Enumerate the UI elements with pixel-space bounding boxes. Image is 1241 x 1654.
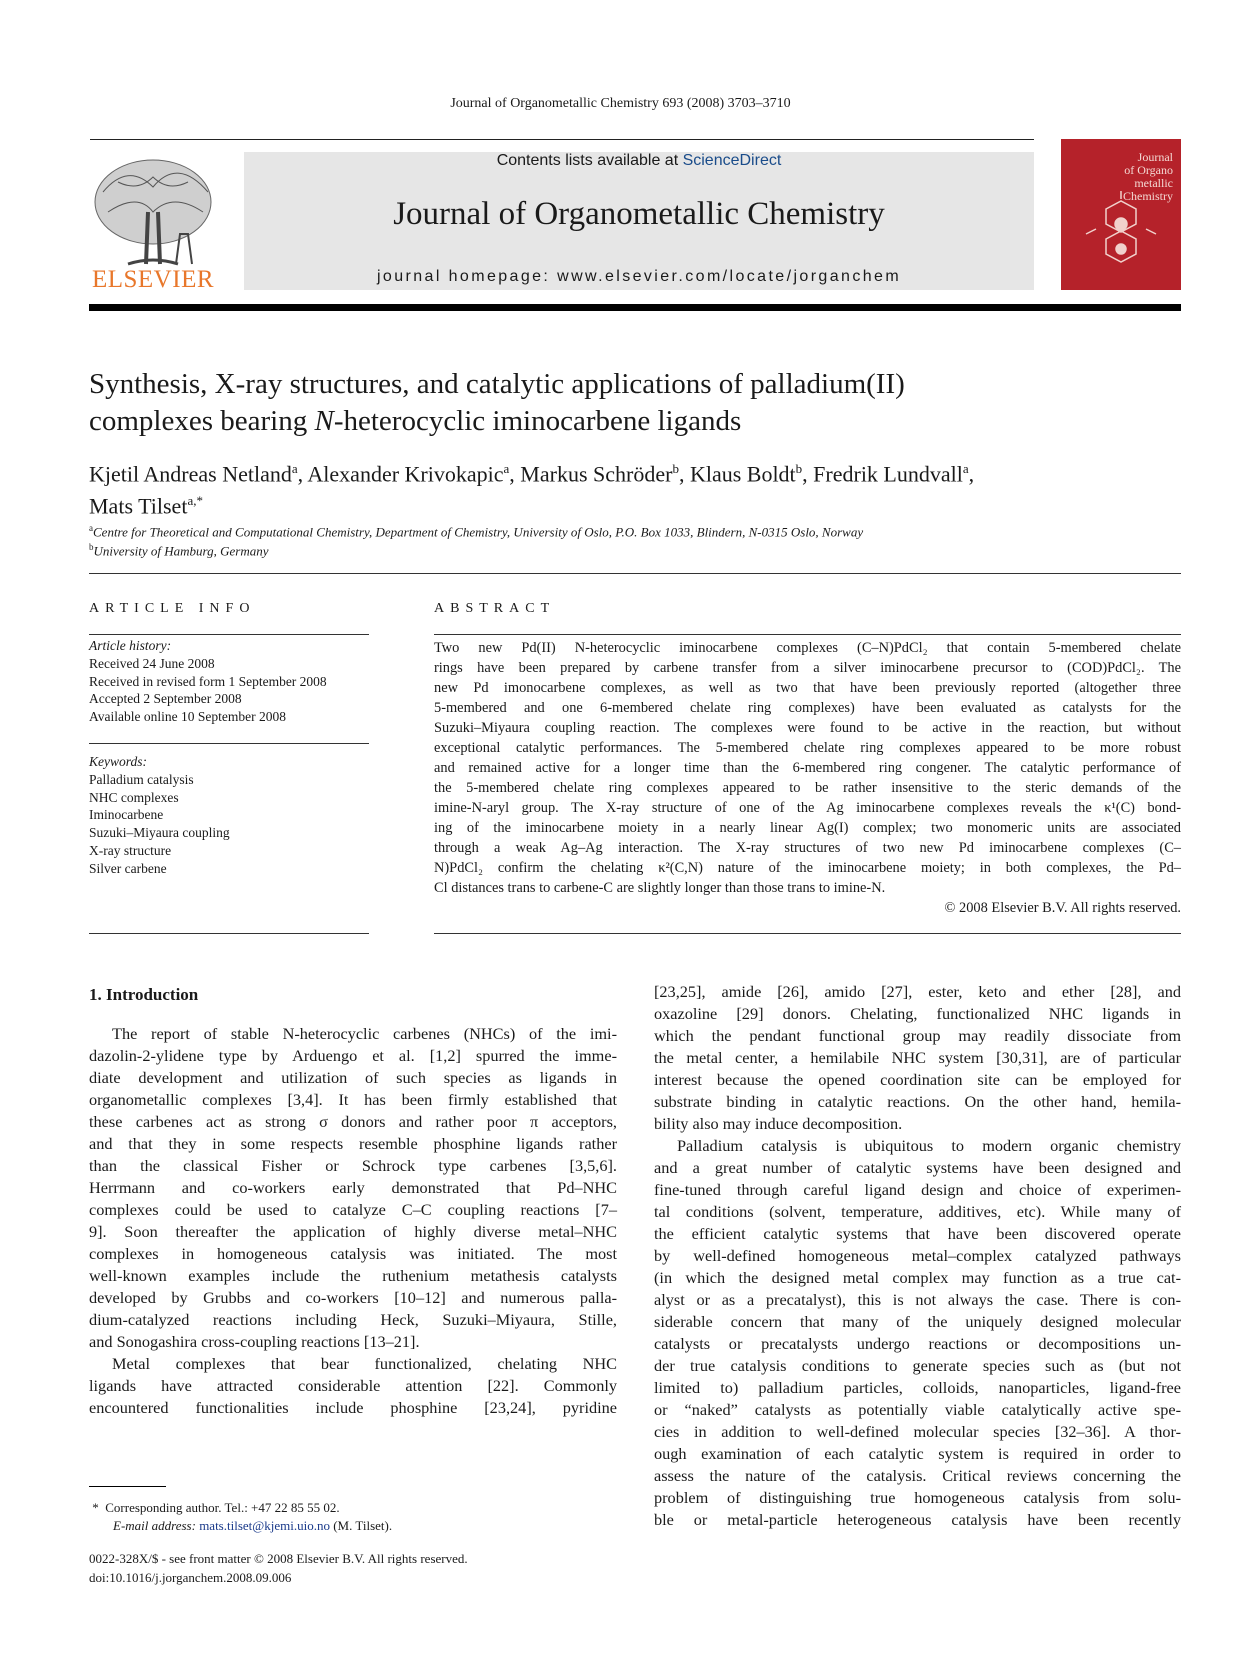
affiliation-a: $^a$Centre for Theoretical and Computational Chemistry, Department of Chemistry, University of Oslo, P.O. Box 1033, Blindern, N-0315 Oslo, Norway: [89, 523, 864, 540]
keyword: Palladium catalysis: [89, 771, 194, 787]
body-line: developed by Grubbs and co-workers [10–12] and numerous palla-: [89, 1288, 617, 1307]
body-line: [23,25], amide [26], amido [27], ester, keto and ether [28], and: [654, 982, 1181, 1001]
email-link[interactable]: mats.tilset@kjemi.uio.no: [199, 1518, 330, 1533]
abstract-line: and remained active for a longer time than the 6-membered ring congener. The catalytic performance of: [434, 760, 1181, 776]
abstract-line: Suzuki–Miyaura coupling reaction. The complexes were found to be active in the reaction, but without: [434, 720, 1181, 736]
keyword: X-ray structure: [89, 842, 172, 858]
body-line: by well-defined homogeneous metal–complex catalyzed pathways: [654, 1246, 1181, 1265]
body-line: catalysts or precatalysts undergo reactions or decompositions un-: [654, 1334, 1181, 1353]
abstract-line: exceptional catalytic performances. The 5-membered chelate ring complexes appeared to be more robust: [434, 740, 1181, 756]
body-line: and Sonogashira cross-coupling reactions [13–21].: [89, 1332, 420, 1351]
journal-title: Journal of Organometallic Chemistry: [393, 196, 885, 232]
author-list: Kjetil Andreas Netland$^a$, Alexander Krivokapic$^a$, Markus Schröder$^b$, Klaus Boldt$^b$, Fredrik Lundvall$^a$, Mats Tilset$^{a,*}$: [89, 461, 975, 519]
doi-line[interactable]: doi:10.1016/j.jorganchem.2008.09.006: [89, 1570, 292, 1585]
body-right-column: [654, 981, 1181, 1531]
body-line: complexes could be used to catalyze C–C coupling reactions [7–: [89, 1200, 617, 1219]
body-line: The report of stable N-heterocyclic carbenes (NHCs) of the imi-: [112, 1024, 617, 1043]
body-line: der true catalysis conditions to generate species such as (but not: [654, 1356, 1181, 1375]
body-line: these carbenes act as strong σ donors and rather poor π acceptors,: [89, 1112, 617, 1131]
body-left-column: [89, 1023, 617, 1419]
body-line: ough examination of each catalytic system is required in order to: [654, 1444, 1181, 1463]
author-name: Markus Schröder: [520, 461, 673, 487]
abstract-line: through a weak Ag–Ag interaction. The X-ray structures of two new Pd iminocarbene complexes (C–: [434, 840, 1181, 856]
author-name: Klaus Boldt: [689, 461, 796, 487]
body-line: ligands have attracted considerable attention [22]. Commonly: [89, 1376, 617, 1395]
abstract-label: ABSTRACT: [434, 601, 556, 616]
body-line: Metal complexes that bear functionalized, chelating NHC: [112, 1354, 617, 1373]
issn-line: 0022-328X/$ - see front matter © 2008 Elsevier B.V. All rights reserved.: [89, 1551, 468, 1566]
body-line: encountered functionalities include phosphine [23,24], pyridine: [89, 1398, 617, 1417]
keywords: [89, 753, 369, 878]
body-line: which the pendant functional group may readily dissociate from: [654, 1026, 1181, 1045]
body-line: limited to) palladium particles, colloids, nanoparticles, ligand-free: [654, 1378, 1181, 1397]
body-line: dium-catalyzed reactions including Heck, Suzuki–Miyaura, Stille,: [89, 1310, 617, 1329]
email-suffix: (M. Tilset).: [329, 1518, 393, 1533]
body-line: the efficient catalytic systems that have been discovered operate: [654, 1224, 1181, 1243]
abstract-line: new Pd imonocarbene complexes, as well as two that have been previously reported (altogether three: [434, 680, 1181, 696]
abstract-text: [434, 638, 1181, 918]
body-line: Palladium catalysis is ubiquitous to modern organic chemistry: [677, 1136, 1181, 1155]
info-bottom-rule: [89, 933, 369, 934]
article-info-label: ARTICLE INFO: [89, 601, 256, 616]
sciencedirect-link[interactable]: ScienceDirect: [682, 152, 782, 169]
abstract-line: Cl distances trans to carbene-C are slightly longer than those trans to imine-N.: [434, 880, 886, 896]
abstract-line: imine-N-aryl group. The X-ray structure of one of the Ag iminocarbene complexes reveals the κ¹(C) bond-: [434, 800, 1181, 816]
footnote-rule: [89, 1486, 166, 1487]
abstract-rule: [434, 634, 1181, 635]
section-heading: 1. Introduction: [89, 985, 199, 1004]
keywords-rule: [89, 743, 369, 744]
abstract-bottom-rule: [434, 933, 1181, 934]
contents-line: [244, 152, 1034, 170]
author-name: Mats Tilset: [89, 493, 188, 519]
author-name: Kjetil Andreas Netland: [89, 461, 292, 487]
body-line: interest because the opened coordination site can be employed for: [654, 1070, 1181, 1089]
body-line: and that they in some respects resemble phosphine ligands rather: [89, 1134, 617, 1153]
body-line: cies in addition to well-defined molecular species [32–36]. A thor-: [654, 1422, 1181, 1441]
abstract-line: 5-membered and one 6-membered chelate ring complexes) have been evaluated as catalysts for the: [434, 700, 1181, 716]
history-item: Available online 10 September 2008: [89, 709, 286, 725]
body-line: bility also may induce decomposition.: [654, 1114, 903, 1133]
body-line: tal conditions (solvent, temperature, additives, etc). While many of: [654, 1202, 1181, 1221]
journal-citation: Journal of Organometallic Chemistry 693 (2008) 3703–3710: [450, 96, 791, 111]
body-line: organometallic complexes [3,4]. It has been firmly established that: [89, 1090, 617, 1109]
body-line: ble or metal-particle heterogeneous catalysis have been recently: [654, 1510, 1181, 1529]
history-item: Received 24 June 2008: [89, 655, 215, 671]
abstract-line: ing of the iminocarbene moiety in a nearly linear Ag(I) complex; two monomeric units are associated: [434, 820, 1181, 836]
affiliation-b: $^b$University of Hamburg, Germany: [89, 542, 269, 559]
body-line: oxazoline [29] donors. Chelating, functionalized NHC ligands in: [654, 1004, 1181, 1023]
footnote: [89, 1499, 392, 1535]
publisher-logo-text: ELSEVIER: [91, 266, 215, 293]
author-name: Fredrik Lundvall: [813, 461, 963, 487]
cover-line: metallic: [1134, 176, 1173, 190]
info-rule: [89, 634, 369, 635]
body-line: dazolin-2-ylidene type by Arduengo et al. [1,2] spurred the imme-: [89, 1046, 617, 1065]
body-line: diate development and utilization of such species as ligands in: [89, 1068, 617, 1087]
abstract-line: N)PdCl₂ confirm the chelating κ²(C,N) nature of the iminocarbene moiety; in both complexes, the Pd–: [434, 860, 1181, 876]
cover-title: [1061, 151, 1173, 203]
abstract-copyright: © 2008 Elsevier B.V. All rights reserved.: [944, 900, 1181, 916]
body-line: Herrmann and co-workers early demonstrated that Pd–NHC: [89, 1178, 617, 1197]
history-heading: Article history:: [89, 638, 172, 653]
body-line: (in which the designed metal complex may function as a true cat-: [654, 1268, 1181, 1287]
body-line: assess the nature of the catalysis. Critical reviews concerning the: [654, 1466, 1181, 1485]
keyword: NHC complexes: [89, 789, 179, 805]
keyword: Suzuki–Miyaura coupling: [89, 825, 230, 841]
cover-line: Journal: [1137, 150, 1173, 164]
author-name: Alexander Krivokapic: [307, 461, 504, 487]
body-line: than the classical Fisher or Schrock type carbenes [3,5,6].: [89, 1156, 617, 1175]
body-line: well-known examples include the ruthenium metathesis catalysts: [89, 1266, 617, 1285]
affiliation-rule: [89, 573, 1181, 574]
email-label: E-mail address:: [113, 1518, 200, 1533]
abstract-line: the 5-membered chelate ring complexes appeared to be rather insensitive to the steric demands of the: [434, 780, 1181, 796]
body-line: and a great number of catalytic systems have been designed and: [654, 1158, 1181, 1177]
cover-line: Chemistry: [1123, 189, 1173, 203]
article-history: [89, 637, 369, 726]
abstract-line: Two new Pd(II) N-heterocyclic iminocarbene complexes (C–N)PdCl₂ that contain 5-membered chelate: [434, 640, 1181, 656]
cover-line: of Organo: [1124, 163, 1173, 177]
contents-prefix: Contents lists available at: [496, 152, 683, 169]
title-line-1: Synthesis, X-ray structures, and catalytic applications of palladium(II): [89, 368, 905, 400]
header-thick-rule: [89, 304, 1181, 311]
keyword: Silver carbene: [89, 860, 167, 876]
title-line-2: complexes bearing N-heterocyclic iminocarbene ligands: [89, 405, 742, 437]
body-line: or “naked” catalysts as potentially viable catalytically active spe-: [654, 1400, 1181, 1419]
history-item: Received in revised form 1 September 2008: [89, 673, 327, 689]
journal-homepage[interactable]: journal homepage: www.elsevier.com/locate/jorganchem: [376, 268, 902, 285]
history-item: Accepted 2 September 2008: [89, 691, 242, 707]
body-line: siderable concern that many of the uniquely designed molecular: [654, 1312, 1181, 1331]
body-line: complexes in homogeneous catalysis was initiated. The most: [89, 1244, 617, 1263]
header-rule: [90, 139, 1034, 140]
body-line: alyst or as a precatalyst), this is not always the case. There is con-: [654, 1290, 1181, 1309]
keywords-heading: Keywords:: [89, 754, 147, 769]
body-line: fine-tuned through careful ligand design and choice of experimen-: [654, 1180, 1181, 1199]
article-title: [89, 366, 1089, 440]
body-line: problem of distinguishing true homogeneous catalysis from solu-: [654, 1488, 1181, 1507]
body-line: the metal center, a hemilabile NHC system [30,31], are of particular: [654, 1048, 1181, 1067]
footnote-marker: *: [92, 1500, 99, 1515]
abstract-line: rings have been prepared by carbene transfer from a silver iminocarbene precursor to (COD)PdCl₂. The: [434, 660, 1181, 676]
keyword: Iminocarbene: [89, 807, 164, 823]
body-line: 9]. Soon thereafter the application of highly diverse metal–NHC: [89, 1222, 617, 1241]
corresponding-author: Corresponding author. Tel.: +47 22 85 55 02.: [105, 1500, 340, 1515]
body-line: substrate binding in catalytic reactions. On the other hand, hemila-: [654, 1092, 1181, 1111]
